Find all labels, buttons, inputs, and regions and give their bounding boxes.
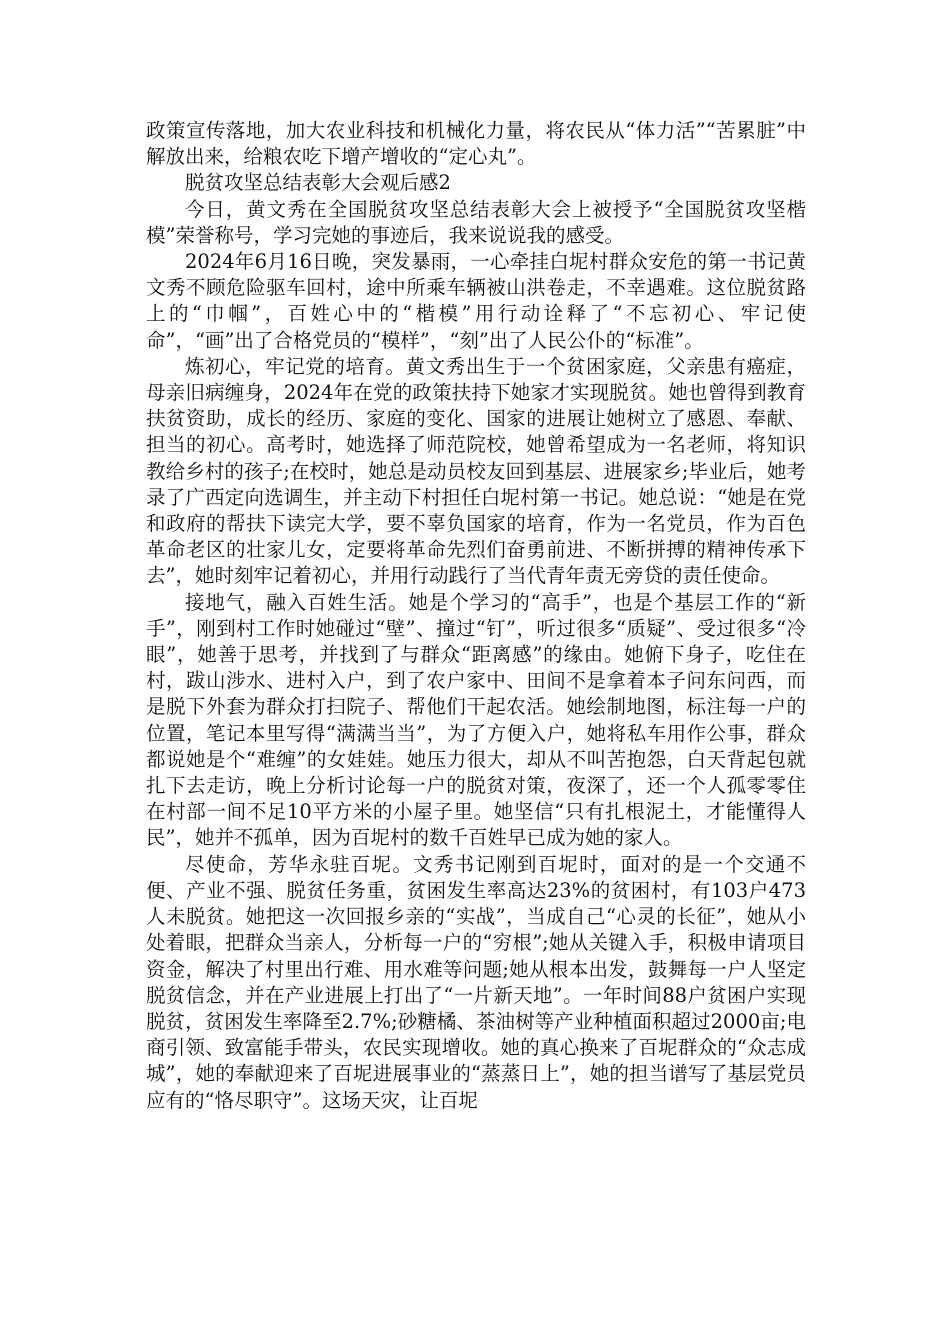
paragraph-continuation: 政策宣传落地，加大农业科技和机械化力量，将农民从“体力活”“苦累脏”中解放出来，给粮农吃下增产增收的“定心丸”。 [146, 119, 806, 169]
document-body [146, 118, 806, 1114]
paragraph-intro: 今日，黄文秀在全国脱贫攻坚总结表彰大会上被授予“全国脱贫攻坚楷模”荣誉称号，学习完她的事迹后，我来说说我的感受。 [146, 197, 806, 247]
paragraph-event: 2024年6月16日晚，突发暴雨，一心牵挂白坭村群众安危的第一书记黄文秀不顾危险驱车回村，途中所乘车辆被山洪卷走，不幸遇难。这位脱贫路上的“巾帼”，百姓心中的“楷模”用行动诠释了“不忘初心、牢记使命”，“画”出了合格党员的“模样”，“刻”出了人民公仆的“标准”。 [146, 250, 806, 352]
paragraph-grassroots: 接地气，融入百姓生活。她是个学习的“高手”，也是个基层工作的“新手”，刚到村工作时她碰过“壁”、撞过“钉”，听过很多“质疑”、受过很多“冷眼”，她善于思考，并找到了与群众“距离感”的缘由。她俯下身子，吃住在村，跋山涉水、进村入户，到了农户家中、田间不是拿着本子问东问西，而是脱下外套为群众打扫院子、帮他们干起农活。她绘制地图，标注每一户的位置，笔记本里写得“满满当当”，为了方便入户，她将私车用作公事，群众都说她是个“难缠”的女娃娃。她压力很大，却从不叫苦抱怨，白天背起包就扎下去走访，晚上分析讨论每一户的脱贫对策，夜深了，还一个人孤零零住在村部一间不足10平方米的小屋子里。她坚信“只有扎根泥土，才能懂得人民”，她并不孤单，因为百坭村的数千百姓早已成为她的家人。 [146, 590, 806, 850]
paragraph-mission: 尽使命，芳华永驻百坭。文秀书记刚到百坭时，面对的是一个交通不便、产业不强、脱贫任务重，贫困发生率高达23%的贫困村，有103户473人未脱贫。她把这一次回报乡亲的“实战”，当成自己“心灵的长征”，她从小处着眼，把群众当亲人，分析每一户的“穷根”;她从关键入手，积极申请项目资金，解决了村里出行难、用水难等问题;她从根本出发，鼓舞每一户人坚定脱贫信念，并在产业进展上打出了“一片新天地”。一年时间88户贫困户实现脱贫，贫困发生率降至2.7%;砂糖橘、茶油树等产业种植面积超过2000亩;电商引领、致富能手带头，农民实现增收。她的真心换来了百坭群众的“众志成城”，她的奉献迎来了百坭进展事业的“蒸蒸日上”，她的担当谱写了基层党员应有的“恪尽职守”。这场天灾，让百坭 [146, 852, 806, 1112]
section-heading: 脱贫攻坚总结表彰大会观后感2 [185, 171, 451, 195]
paragraph-original-aspiration: 炼初心，牢记党的培育。黄文秀出生于一个贫困家庭，父亲患有癌症，母亲旧病缠身，2024年在党的政策扶持下她家才实现脱贫。她也曾得到教育扶贫资助，成长的经历、家庭的变化、国家的进展让她树立了感恩、奉献、担当的初心。高考时，她选择了师范院校，她曾希望成为一名老师，将知识教给乡村的孩子;在校时，她总是动员校友回到基层、进展家乡;毕业后，她考录了广西定向选调生，并主动下村担任白坭村第一书记。她总说：“她是在党和政府的帮扶下读完大学，要不辜负国家的培育，作为一名党员，作为百色革命老区的壮家儿女，定要将革命先烈们奋勇前进、不断拼搏的精神传承下去”，她时刻牢记着初心，并用行动践行了当代青年责无旁贷的责任使命。 [146, 354, 806, 588]
